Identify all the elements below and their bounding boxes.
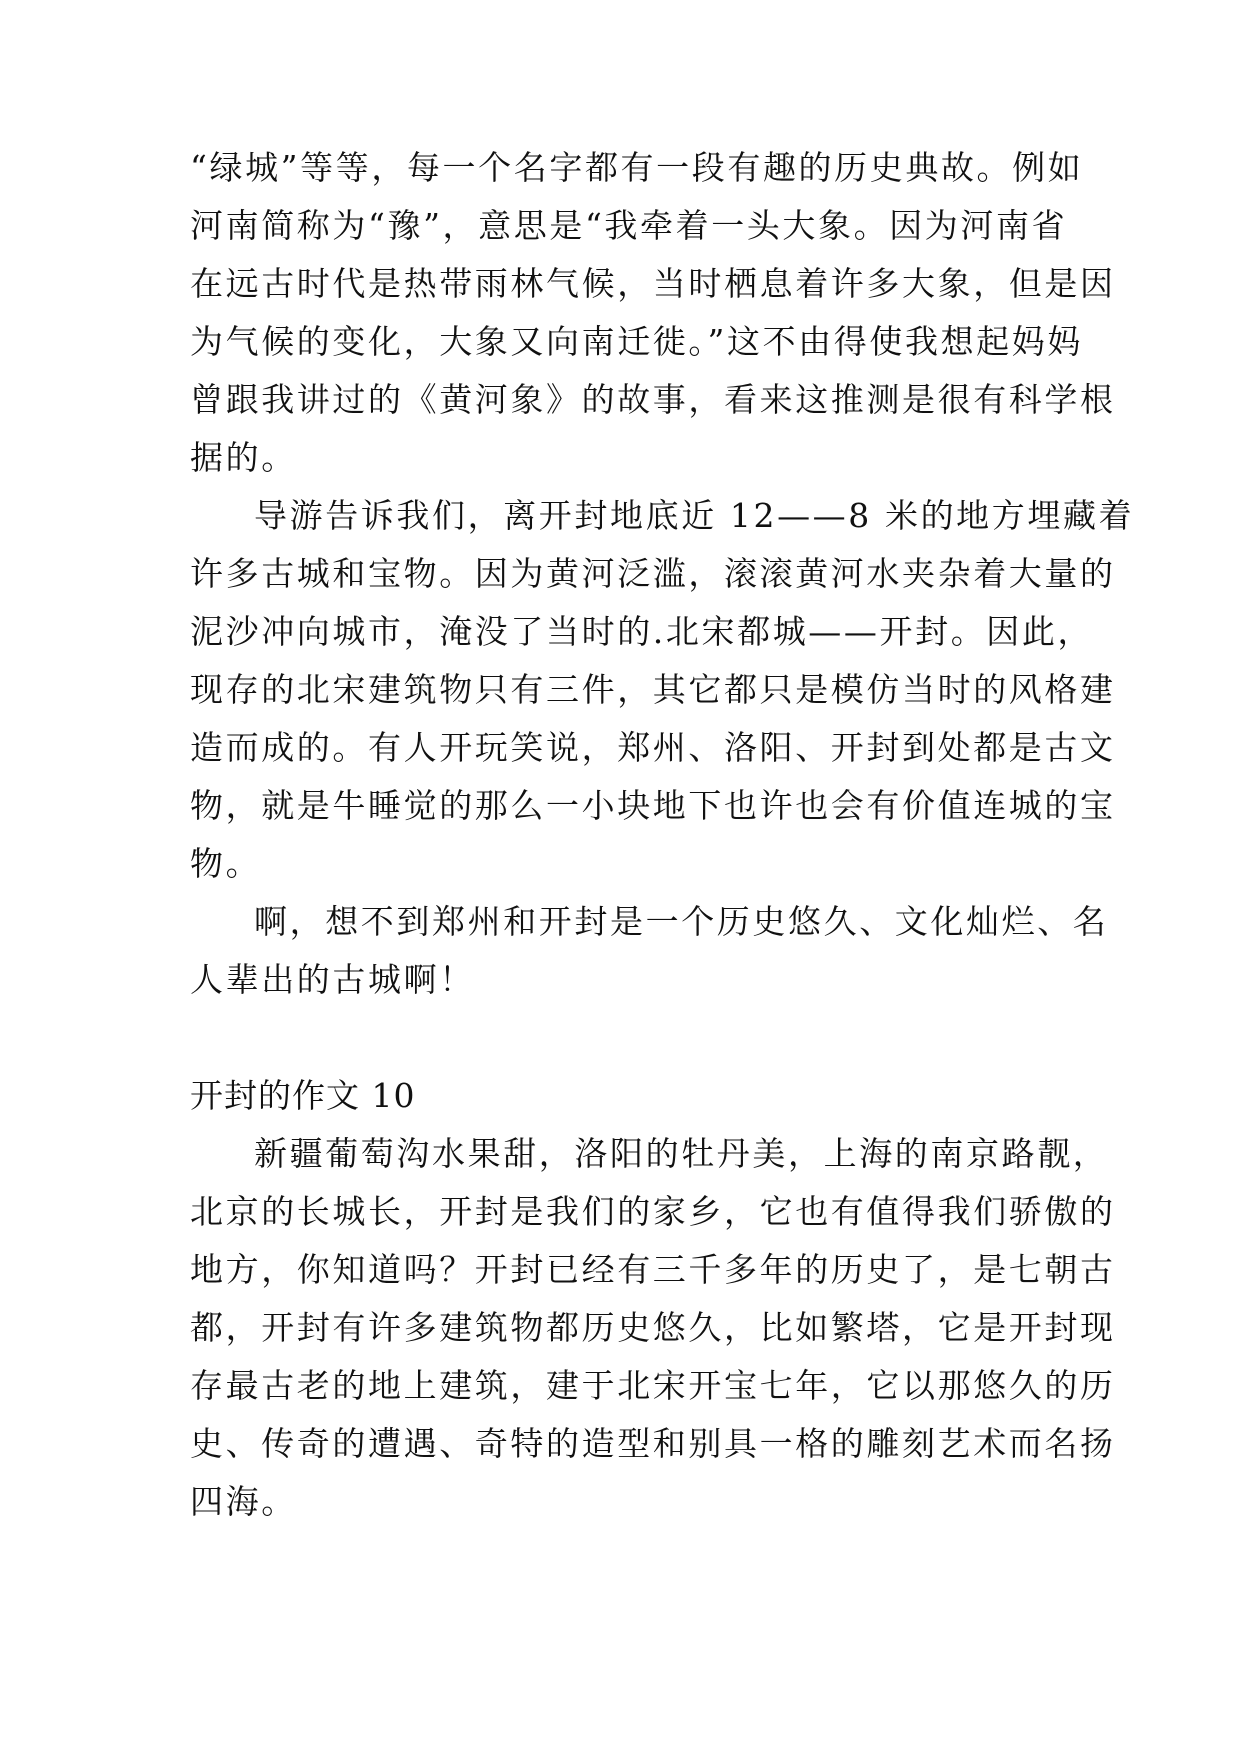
paragraph-line: 现存的北宋建筑物只有三件，其它都只是模仿当时的风格建 [190,670,1116,709]
paragraph-line: 都，开封有许多建筑物都历史悠久，比如繁塔，它是开封现 [190,1308,1116,1347]
paragraph-line: 新疆葡萄沟水果甜，洛阳的牡丹美，上海的南京路靓， [254,1134,1109,1173]
paragraph-line: 存最古老的地上建筑，建于北宋开宝七年，它以那悠久的历 [190,1366,1116,1405]
section-title: 开封的作文 10 [190,1076,416,1115]
paragraph-line: 导游告诉我们，离开封地底近 12——8 米的地方埋藏着 [254,496,1135,535]
paragraph-line: 地方，你知道吗？开封已经有三千多年的历史了，是七朝古 [190,1250,1116,1289]
paragraph-line: 啊，想不到郑州和开封是一个历史悠久、文化灿烂、名 [254,902,1109,941]
paragraph-line: “绿城”等等，每一个名字都有一段有趣的历史典故。例如 [190,148,1084,187]
paragraph-line: 北京的长城长，开封是我们的家乡，它也有值得我们骄傲的 [190,1192,1116,1231]
paragraph-line: 物。 [190,844,262,883]
paragraph-line: 人辈出的古城啊！ [190,960,475,999]
paragraph-line: 为气候的变化，大象又向南迁徙。”这不由得使我想起妈妈 [190,322,1083,361]
paragraph-line: 据的。 [190,438,297,477]
paragraph-line: 泥沙冲向城市，淹没了当时的.北宋都城——开封。因此， [190,612,1094,651]
paragraph-line: 四海。 [190,1482,297,1521]
paragraph-line: 许多古城和宝物。因为黄河泛滥，滚滚黄河水夹杂着大量的 [190,554,1116,593]
paragraph-line: 史、传奇的遭遇、奇特的造型和别具一格的雕刻艺术而名扬 [190,1424,1116,1463]
paragraph-line: 河南简称为“豫”，意思是“我牵着一头大象。因为河南省 [190,206,1068,245]
paragraph-line: 造而成的。有人开玩笑说，郑州、洛阳、开封到处都是古文 [190,728,1116,767]
paragraph-line: 物，就是牛睡觉的那么一小块地下也许也会有价值连城的宝 [190,786,1116,825]
paragraph-line: 曾跟我讲过的《黄河象》的故事，看来这推测是很有科学根 [190,380,1116,419]
paragraph-line: 在远古时代是热带雨林气候，当时栖息着许多大象，但是因 [190,264,1116,303]
